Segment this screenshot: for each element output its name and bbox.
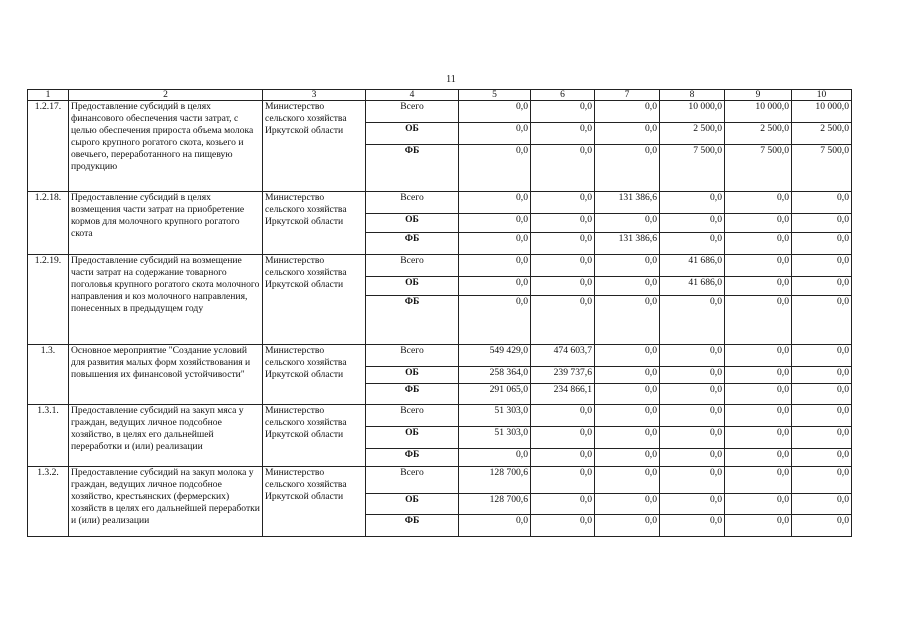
amount-cell: 0,0 <box>595 367 660 384</box>
amount-cell: 0,0 <box>459 101 531 123</box>
item-name: Предоставление субсидий в целях возмещения части затрат на приобретение кормов для молочного крупного рогатого скота <box>69 192 263 255</box>
funding-source: ОБ <box>366 123 459 145</box>
amount-cell: 0,0 <box>660 494 725 515</box>
amount-cell: 0,0 <box>725 384 792 405</box>
funding-source: Всего <box>366 405 459 427</box>
funding-source: Всего <box>366 192 459 214</box>
amount-cell: 0,0 <box>660 296 725 345</box>
column-number: 8 <box>660 90 725 101</box>
amount-cell: 0,0 <box>595 345 660 367</box>
amount-cell: 0,0 <box>725 494 792 515</box>
funding-source: ФБ <box>366 145 459 192</box>
amount-cell: 0,0 <box>595 101 660 123</box>
table-row <box>28 192 852 214</box>
item-code: 1.2.19. <box>28 255 69 345</box>
amount-cell: 0,0 <box>725 367 792 384</box>
amount-cell: 0,0 <box>725 255 792 277</box>
amount-cell: 0,0 <box>459 145 531 192</box>
amount-cell: 0,0 <box>531 192 595 214</box>
item-executor: Министерство сельского хозяйства Иркутской области <box>263 101 366 192</box>
amount-cell: 0,0 <box>725 296 792 345</box>
item-code: 1.3. <box>28 345 69 405</box>
amount-cell: 0,0 <box>725 515 792 537</box>
table-row <box>28 255 852 277</box>
column-number: 7 <box>595 90 660 101</box>
budget-table <box>27 89 852 537</box>
amount-cell: 0,0 <box>531 467 595 494</box>
amount-cell: 258 364,0 <box>459 367 531 384</box>
amount-cell: 0,0 <box>792 384 852 405</box>
amount-cell: 128 700,6 <box>459 467 531 494</box>
amount-cell: 10 000,0 <box>660 101 725 123</box>
column-number: 3 <box>263 90 366 101</box>
amount-cell: 291 065,0 <box>459 384 531 405</box>
amount-cell: 2 500,0 <box>725 123 792 145</box>
funding-source: ОБ <box>366 427 459 449</box>
amount-cell: 10 000,0 <box>725 101 792 123</box>
amount-cell: 51 303,0 <box>459 405 531 427</box>
funding-source: Всего <box>366 467 459 494</box>
amount-cell: 0,0 <box>459 192 531 214</box>
table-row <box>28 405 852 427</box>
funding-source: ФБ <box>366 449 459 467</box>
column-number: 10 <box>792 90 852 101</box>
amount-cell: 0,0 <box>792 255 852 277</box>
amount-cell: 0,0 <box>459 296 531 345</box>
table-row <box>28 467 852 494</box>
funding-source: ФБ <box>366 296 459 345</box>
amount-cell: 0,0 <box>725 449 792 467</box>
amount-cell: 0,0 <box>595 515 660 537</box>
amount-cell: 0,0 <box>660 515 725 537</box>
amount-cell: 0,0 <box>595 449 660 467</box>
column-number: 9 <box>725 90 792 101</box>
amount-cell: 0,0 <box>792 467 852 494</box>
funding-source: ФБ <box>366 384 459 405</box>
amount-cell: 0,0 <box>595 467 660 494</box>
amount-cell: 0,0 <box>792 405 852 427</box>
funding-source: ОБ <box>366 367 459 384</box>
amount-cell: 234 866,1 <box>531 384 595 405</box>
amount-cell: 0,0 <box>725 427 792 449</box>
amount-cell: 0,0 <box>531 255 595 277</box>
page-number: 11 <box>446 74 456 85</box>
item-executor: Министерство сельского хозяйства Иркутской области <box>263 405 366 467</box>
amount-cell: 0,0 <box>660 467 725 494</box>
amount-cell: 0,0 <box>792 427 852 449</box>
amount-cell: 7 500,0 <box>725 145 792 192</box>
amount-cell: 0,0 <box>725 214 792 233</box>
amount-cell: 0,0 <box>595 123 660 145</box>
item-name: Предоставление субсидий на закуп молока у граждан, ведущих личное подсобное хозяйство, крестьянских (фермерских) хозяйств в целях его дальнейшей переработки и (или) реализации <box>69 467 263 537</box>
amount-cell: 0,0 <box>792 345 852 367</box>
amount-cell: 131 386,6 <box>595 192 660 214</box>
amount-cell: 51 303,0 <box>459 427 531 449</box>
amount-cell: 0,0 <box>792 296 852 345</box>
table-body <box>28 90 852 537</box>
amount-cell: 0,0 <box>459 214 531 233</box>
amount-cell: 0,0 <box>531 233 595 255</box>
amount-cell: 0,0 <box>531 405 595 427</box>
funding-source: ОБ <box>366 277 459 296</box>
amount-cell: 0,0 <box>725 345 792 367</box>
column-number-row <box>28 90 852 101</box>
amount-cell: 0,0 <box>595 384 660 405</box>
amount-cell: 10 000,0 <box>792 101 852 123</box>
amount-cell: 0,0 <box>660 345 725 367</box>
amount-cell: 0,0 <box>792 233 852 255</box>
amount-cell: 0,0 <box>595 145 660 192</box>
amount-cell: 0,0 <box>531 515 595 537</box>
amount-cell: 0,0 <box>660 427 725 449</box>
item-executor: Министерство сельского хозяйства Иркутской области <box>263 255 366 345</box>
item-executor: Министерство сельского хозяйства Иркутской области <box>263 192 366 255</box>
amount-cell: 0,0 <box>725 192 792 214</box>
amount-cell: 0,0 <box>459 515 531 537</box>
amount-cell: 2 500,0 <box>660 123 725 145</box>
amount-cell: 0,0 <box>660 192 725 214</box>
amount-cell: 0,0 <box>725 405 792 427</box>
funding-source: ОБ <box>366 494 459 515</box>
amount-cell: 41 686,0 <box>660 277 725 296</box>
amount-cell: 41 686,0 <box>660 255 725 277</box>
amount-cell: 0,0 <box>725 277 792 296</box>
item-code: 1.3.2. <box>28 467 69 537</box>
amount-cell: 239 737,6 <box>531 367 595 384</box>
amount-cell: 0,0 <box>660 214 725 233</box>
amount-cell: 0,0 <box>531 427 595 449</box>
amount-cell: 0,0 <box>660 233 725 255</box>
amount-cell: 0,0 <box>459 233 531 255</box>
item-executor: Министерство сельского хозяйства Иркутской области <box>263 345 366 405</box>
amount-cell: 0,0 <box>531 449 595 467</box>
amount-cell: 0,0 <box>531 296 595 345</box>
funding-source: ФБ <box>366 233 459 255</box>
amount-cell: 0,0 <box>595 296 660 345</box>
table-row <box>28 345 852 367</box>
item-name: Предоставление субсидий на возмещение части затрат на содержание товарного поголовья крупного рогатого скота молочного направления и коз молочного направления, понесенных в предыдущем году <box>69 255 263 345</box>
amount-cell: 0,0 <box>792 277 852 296</box>
amount-cell: 0,0 <box>595 405 660 427</box>
item-code: 1.2.18. <box>28 192 69 255</box>
amount-cell: 0,0 <box>792 192 852 214</box>
column-number: 6 <box>531 90 595 101</box>
amount-cell: 0,0 <box>792 515 852 537</box>
funding-source: ОБ <box>366 214 459 233</box>
amount-cell: 0,0 <box>792 494 852 515</box>
amount-cell: 0,0 <box>459 277 531 296</box>
amount-cell: 0,0 <box>595 494 660 515</box>
amount-cell: 0,0 <box>531 277 595 296</box>
item-name: Основное мероприятие "Создание условий для развития малых форм хозяйствования и повышения их финансовой устойчивости" <box>69 345 263 405</box>
table-row <box>28 101 852 123</box>
funding-source: Всего <box>366 255 459 277</box>
amount-cell: 0,0 <box>660 367 725 384</box>
amount-cell: 131 386,6 <box>595 233 660 255</box>
amount-cell: 0,0 <box>792 367 852 384</box>
amount-cell: 0,0 <box>459 123 531 145</box>
amount-cell: 0,0 <box>595 427 660 449</box>
amount-cell: 0,0 <box>595 255 660 277</box>
amount-cell: 0,0 <box>595 277 660 296</box>
amount-cell: 549 429,0 <box>459 345 531 367</box>
amount-cell: 0,0 <box>531 494 595 515</box>
amount-cell: 474 603,7 <box>531 345 595 367</box>
column-number: 4 <box>366 90 459 101</box>
amount-cell: 0,0 <box>595 214 660 233</box>
amount-cell: 0,0 <box>531 101 595 123</box>
item-code: 1.3.1. <box>28 405 69 467</box>
amount-cell: 0,0 <box>531 145 595 192</box>
item-code: 1.2.17. <box>28 101 69 192</box>
amount-cell: 0,0 <box>792 449 852 467</box>
amount-cell: 2 500,0 <box>792 123 852 145</box>
item-name: Предоставление субсидий на закуп мяса у граждан, ведущих личное подсобное хозяйство, в целях его дальнейшей переработки и (или) реализации <box>69 405 263 467</box>
amount-cell: 7 500,0 <box>660 145 725 192</box>
funding-source: Всего <box>366 101 459 123</box>
column-number: 1 <box>28 90 69 101</box>
amount-cell: 0,0 <box>660 384 725 405</box>
amount-cell: 0,0 <box>660 449 725 467</box>
item-name: Предоставление субсидий в целях финансового обеспечения части затрат, с целью обеспечения прироста объема молока сырого крупного рогатого скота, козьего и овечьего, переработанного на пищевую продукцию <box>69 101 263 192</box>
item-executor: Министерство сельского хозяйства Иркутской области <box>263 467 366 537</box>
amount-cell: 0,0 <box>660 405 725 427</box>
amount-cell: 0,0 <box>531 214 595 233</box>
amount-cell: 0,0 <box>459 255 531 277</box>
amount-cell: 0,0 <box>792 214 852 233</box>
amount-cell: 0,0 <box>531 123 595 145</box>
column-number: 2 <box>69 90 263 101</box>
column-number: 5 <box>459 90 531 101</box>
amount-cell: 0,0 <box>459 449 531 467</box>
amount-cell: 0,0 <box>725 467 792 494</box>
amount-cell: 128 700,6 <box>459 494 531 515</box>
funding-source: ФБ <box>366 515 459 537</box>
funding-source: Всего <box>366 345 459 367</box>
amount-cell: 0,0 <box>725 233 792 255</box>
amount-cell: 7 500,0 <box>792 145 852 192</box>
